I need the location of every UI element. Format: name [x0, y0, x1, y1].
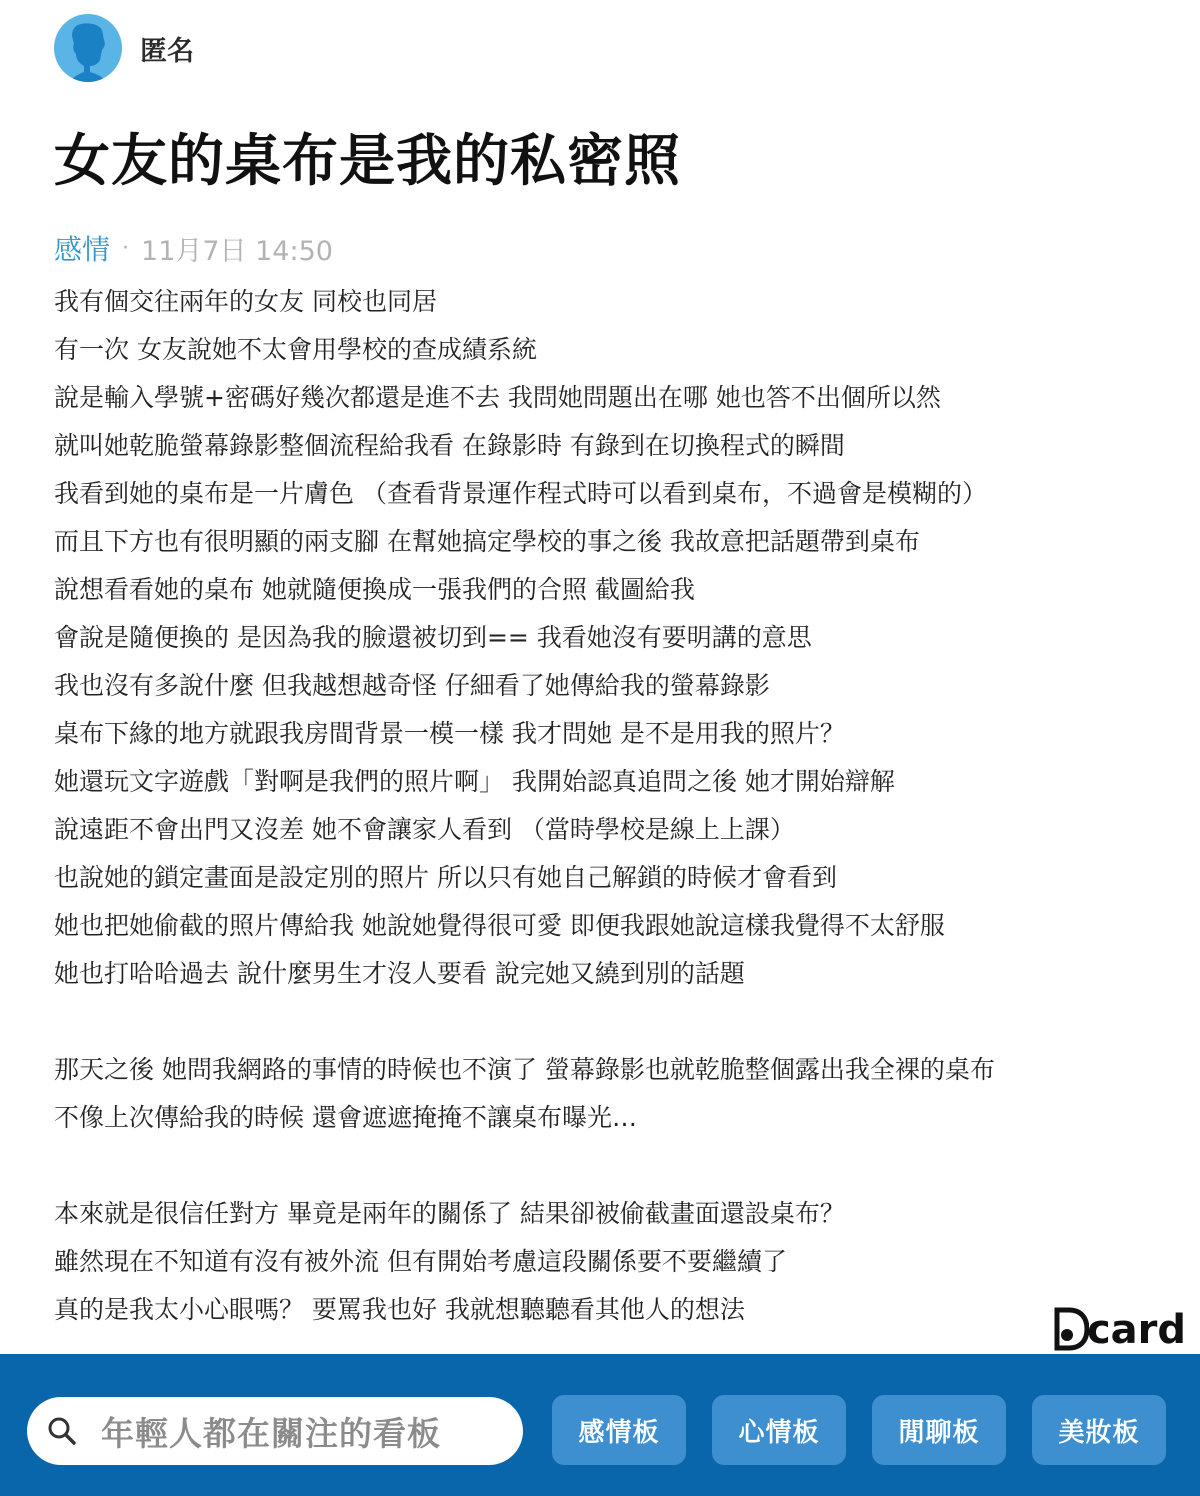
anonymous-avatar-icon[interactable]: [54, 14, 122, 82]
post-line: 也說她的鎖定畫面是設定別的照片 所以只有她自己解鎖的時候才會看到: [54, 863, 837, 892]
search-icon: [47, 1416, 77, 1446]
dcard-watermark-text: card: [1086, 1307, 1186, 1353]
post-line: 那天之後 她問我網路的事情的時候也不演了 螢幕錄影也就乾脆整個露出我全裸的桌布: [54, 1055, 995, 1084]
board-button-relationship[interactable]: 感情板: [552, 1395, 686, 1465]
post-line: 我也沒有多說什麼 但我越想越奇怪 仔細看了她傳給我的螢幕錄影: [54, 671, 770, 700]
post-line: 她也把她偷截的照片傳給我 她說她覺得很可愛 即便我跟她說這樣我覺得不太舒服: [54, 911, 945, 940]
post-line: 桌布下緣的地方就跟我房間背景一模一樣 我才問她 是不是用我的照片？: [54, 719, 845, 748]
dcard-watermark: [1053, 1302, 1186, 1352]
post-blank-line: [54, 998, 1174, 1046]
post-line: 說遠距不會出門又沒差 她不會讓家人看到 （當時學校是線上上課）: [54, 815, 795, 844]
post-line: 她還玩文字遊戲「對啊是我們的照片啊」 我開始認真追問之後 她才開始辯解: [54, 767, 895, 796]
post-line: 有一次 女友說她不太會用學校的查成績系統: [54, 335, 537, 364]
search-placeholder: 年輕人都在關注的看板: [101, 1413, 441, 1453]
post-line: 本來就是很信任對方 畢竟是兩年的關係了 結果卻被偷截畫面還設桌布？: [54, 1199, 845, 1228]
post-line: 說是輸入學號+密碼好幾次都還是進不去 我問她問題出在哪 她也答不出個所以然: [54, 383, 941, 412]
post-line: 會說是隨便換的 是因為我的臉還被切到== 我看她沒有要明講的意思: [54, 623, 812, 652]
post-line: 不像上次傳給我的時候 還會遮遮掩掩不讓桌布曝光…: [54, 1103, 637, 1132]
post-content: [54, 278, 1174, 1334]
post-line: 我有個交往兩年的女友 同校也同居: [54, 287, 437, 316]
post-line: 就叫她乾脆螢幕錄影整個流程給我看 在錄影時 有錄到在切換程式的瞬間: [54, 431, 845, 460]
post-line: 真的是我太小心眼嗎？ 要罵我也好 我就想聽聽看其他人的想法: [54, 1295, 745, 1324]
post-blank-line: [54, 1142, 1174, 1190]
dcard-logo-icon: [1053, 1306, 1089, 1352]
post-author: [54, 14, 194, 82]
post-line: 而且下方也有很明顯的兩支腳 在幫她搞定學校的事之後 我故意把話題帶到桌布: [54, 527, 920, 556]
post-meta: [54, 226, 333, 270]
post-line: 我看到她的桌布是一片膚色 （查看背景運作程式時可以看到桌布，不過會是模糊的）: [54, 479, 987, 508]
post-line: 她也打哈哈過去 說什麼男生才沒人要看 說完她又繞到別的話題: [54, 959, 745, 988]
board-button-chat[interactable]: 閒聊板: [872, 1395, 1006, 1465]
bottom-bar: [0, 1354, 1200, 1496]
board-button-makeup[interactable]: 美妝板: [1032, 1395, 1166, 1465]
author-name[interactable]: 匿名: [140, 35, 194, 67]
post-timestamp: 11月7日 14:50: [141, 235, 333, 267]
board-button-mood[interactable]: 心情板: [712, 1395, 846, 1465]
post-line: 說想看看她的桌布 她就隨便換成一張我們的合照 截圖給我: [54, 575, 695, 604]
meta-separator: ·: [122, 235, 130, 261]
post-line: 雖然現在不知道有沒有被外流 但有開始考慮這段關係要不要繼續了: [54, 1247, 787, 1276]
search-box[interactable]: [27, 1397, 523, 1465]
post-title: 女友的桌布是我的私密照: [54, 129, 681, 194]
post-board-link[interactable]: 感情: [54, 233, 111, 266]
